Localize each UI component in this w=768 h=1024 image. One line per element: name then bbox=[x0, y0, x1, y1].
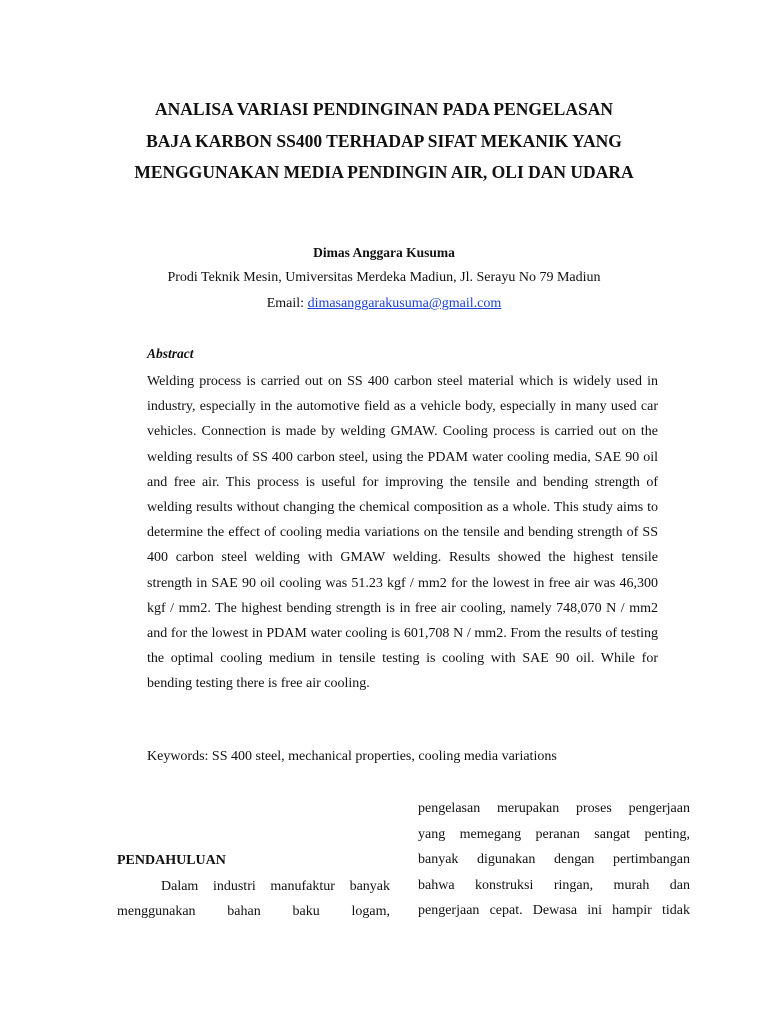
right-column-line: banyak digunakan dengan pertimbangan bbox=[418, 852, 690, 867]
left-column bbox=[117, 848, 390, 925]
intro-paragraph-line-2: menggunakan bahan baku logam, bbox=[117, 904, 390, 919]
right-column-line: pengerjaan cepat. Dewasa ini hampir tidak bbox=[418, 903, 690, 918]
intro-paragraph-line-1: Dalam industri manufaktur banyak bbox=[161, 878, 390, 894]
author-name: Dimas Anggara Kusuma bbox=[313, 245, 455, 260]
right-column bbox=[418, 796, 690, 924]
right-column-line: bahwa konstruksi ringan, murah dan bbox=[418, 877, 690, 893]
keywords: Keywords: SS 400 steel, mechanical properties, cooling media variations bbox=[147, 749, 557, 764]
author-email bbox=[0, 296, 768, 312]
right-column-line: pengelasan merupakan proses pengerjaan bbox=[418, 801, 690, 816]
author-affiliation: Prodi Teknik Mesin, Umiversitas Merdeka Madiun, Jl. Serayu No 79 Madiun bbox=[167, 270, 601, 285]
paper-title: ANALISA VARIASI PENDINGINAN PADA PENGELASAN BAJA KARBON SS400 TERHADAP SIFAT MEKANIK YANG MENGGUNAKAN MEDIA PENDINGIN AIR, OLI DAN UDARA bbox=[134, 99, 634, 182]
abstract-body: Welding process is carried out on SS 400 carbon steel material which is widely used in industry, especially in the automotive field as a vehicle body, especially in many used car vehicles. Connection is made by welding GMAW. Cooling process is carried out on the welding results of SS 400 carbon steel, using the PDAM water cooling media, SAE 90 oil and free air. This process is useful for improving the tensile and bending strength of welding results without changing the chemical composition as a whole. This study aims to determine the effect of cooling media variations on the tensile and bending strength of SS 400 carbon steel welding with GMAW welding. Results showed the highest tensile strength in SAE 90 oil cooling was 51.23 kgf / mm2 for the lowest in free air was 46,300 kgf / mm2. The highest bending strength is in free air cooling, namely 748,070 N / mm2 and for the lowest in PDAM water cooling is 601,708 N / mm2. From the results of testing the optimal cooling medium in tensile testing is cooling with SAE 90 oil. While for bending testing there is free air cooling. bbox=[147, 374, 658, 692]
section-heading-pendahuluan: PENDAHULUAN bbox=[117, 853, 226, 868]
email-label: Email: bbox=[266, 296, 308, 311]
right-column-line: yang memegang peranan sangat penting, bbox=[418, 826, 690, 842]
abstract-heading: Abstract bbox=[147, 346, 194, 361]
email-link[interactable]: dimasanggarakusuma@gmail.com bbox=[307, 296, 502, 311]
